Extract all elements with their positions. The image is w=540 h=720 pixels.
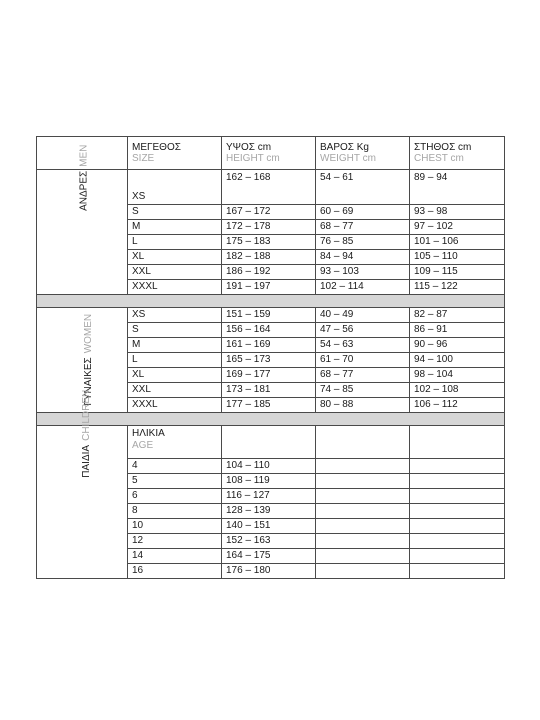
men-size-cell: XXXL: [128, 280, 222, 295]
age-header-row: [37, 426, 505, 459]
men-chest-cell: 101 – 106: [410, 235, 505, 250]
men-weight-cell: 54 – 61: [316, 170, 410, 205]
empty-cell: [410, 549, 505, 564]
chest-header-english: CHEST cm: [414, 153, 464, 164]
height-header-greek: ΥΨΟΣ cm: [226, 141, 272, 153]
men-label-greek: ΑΝΔΡΕΣ: [78, 170, 90, 211]
empty-cell: [222, 426, 316, 459]
women-height-cell: 161 – 169: [222, 338, 316, 353]
women-size-cell: M: [128, 338, 222, 353]
empty-cell: [316, 564, 410, 579]
separator-cell: [37, 295, 505, 308]
children-height-cell: 116 – 127: [222, 489, 316, 504]
children-age-cell: 6: [128, 489, 222, 504]
chest-header-greek: ΣΤΗΘΟΣ cm: [414, 141, 472, 153]
women-size-cell: XXXL: [128, 398, 222, 413]
women-height-cell: 169 – 177: [222, 368, 316, 383]
section-separator: [37, 413, 505, 426]
women-weight-cell: 68 – 77: [316, 368, 410, 383]
weight-header-greek: ΒΑΡΟΣ Kg: [320, 141, 369, 153]
empty-cell: [410, 474, 505, 489]
children-height-cell: 152 – 163: [222, 534, 316, 549]
size-header-greek: ΜΕΓΕΘΟΣ: [132, 141, 181, 153]
men-weight-cell: 68 – 77: [316, 220, 410, 235]
women-weight-cell: 54 – 63: [316, 338, 410, 353]
empty-cell: [316, 549, 410, 564]
empty-cell: [410, 489, 505, 504]
empty-cell: [316, 519, 410, 534]
women-height-cell: 177 – 185: [222, 398, 316, 413]
women-label-greek: ΓΥΝΑΙΚΕΣ: [83, 357, 95, 406]
size-header: [128, 137, 222, 170]
women-label-english: WOMEN: [83, 314, 95, 354]
empty-cell: [410, 459, 505, 474]
women-size-cell: S: [128, 323, 222, 338]
children-label-greek: ΠΑΙΔΙΑ: [81, 444, 93, 478]
men-chest-cell: 105 – 110: [410, 250, 505, 265]
women-height-cell: 156 – 164: [222, 323, 316, 338]
women-chest-cell: 94 – 100: [410, 353, 505, 368]
women-weight-cell: 61 – 70: [316, 353, 410, 368]
men-group-label-text: [78, 143, 90, 213]
men-label-english: MEN: [78, 144, 90, 167]
women-chest-cell: 98 – 104: [410, 368, 505, 383]
men-size-cell: M: [128, 220, 222, 235]
men-size-cell: S: [128, 205, 222, 220]
children-height-cell: 164 – 175: [222, 549, 316, 564]
empty-cell: [410, 534, 505, 549]
weight-header-english: WEIGHT cm: [320, 153, 376, 164]
women-height-cell: 173 – 181: [222, 383, 316, 398]
children-age-cell: 4: [128, 459, 222, 474]
section-separator: [37, 295, 505, 308]
empty-cell: [410, 504, 505, 519]
women-size-cell: L: [128, 353, 222, 368]
size-chart-table: [36, 136, 505, 579]
chest-header: [410, 137, 505, 170]
men-height-cell: 172 – 178: [222, 220, 316, 235]
table-row: [37, 170, 505, 205]
children-group-label: [37, 389, 128, 579]
children-group-label-text: [81, 388, 93, 480]
women-chest-cell: 106 – 112: [410, 398, 505, 413]
men-chest-cell: 97 – 102: [410, 220, 505, 235]
men-weight-cell: 84 – 94: [316, 250, 410, 265]
women-chest-cell: 86 – 91: [410, 323, 505, 338]
children-age-cell: 14: [128, 549, 222, 564]
men-group-label: [37, 144, 128, 295]
women-size-cell: XXL: [128, 383, 222, 398]
women-size-cell: XL: [128, 368, 222, 383]
empty-cell: [316, 534, 410, 549]
women-chest-cell: 90 – 96: [410, 338, 505, 353]
men-height-cell: 162 – 168: [222, 170, 316, 205]
height-header: [222, 137, 316, 170]
women-chest-cell: 102 – 108: [410, 383, 505, 398]
empty-cell: [316, 474, 410, 489]
empty-cell: [316, 459, 410, 474]
header-row: [37, 137, 505, 170]
children-height-cell: 140 – 151: [222, 519, 316, 534]
men-weight-cell: 60 – 69: [316, 205, 410, 220]
children-label-english: CHILDREN: [81, 389, 93, 441]
women-chest-cell: 82 – 87: [410, 308, 505, 323]
women-height-cell: 151 – 159: [222, 308, 316, 323]
empty-cell: [316, 489, 410, 504]
men-weight-cell: 102 – 114: [316, 280, 410, 295]
men-height-cell: 182 – 188: [222, 250, 316, 265]
men-size-cell: XS: [128, 170, 222, 205]
women-size-cell: XS: [128, 308, 222, 323]
men-height-cell: 186 – 192: [222, 265, 316, 280]
empty-cell: [410, 564, 505, 579]
separator-cell: [37, 413, 505, 426]
children-height-cell: 176 – 180: [222, 564, 316, 579]
weight-header: [316, 137, 410, 170]
men-weight-cell: 93 – 103: [316, 265, 410, 280]
men-height-cell: 175 – 183: [222, 235, 316, 250]
height-header-english: HEIGHT cm: [226, 153, 280, 164]
children-age-cell: 10: [128, 519, 222, 534]
men-chest-cell: 115 – 122: [410, 280, 505, 295]
women-weight-cell: 80 – 88: [316, 398, 410, 413]
children-height-cell: 128 – 139: [222, 504, 316, 519]
children-age-cell: 8: [128, 504, 222, 519]
women-weight-cell: 40 – 49: [316, 308, 410, 323]
children-age-cell: 5: [128, 474, 222, 489]
empty-cell: [410, 519, 505, 534]
men-size-cell: XXL: [128, 265, 222, 280]
children-age-cell: 12: [128, 534, 222, 549]
men-height-cell: 191 – 197: [222, 280, 316, 295]
children-age-cell: 16: [128, 564, 222, 579]
age-header-greek: ΗΛΙΚΙΑ: [132, 428, 165, 439]
men-size-cell: XL: [128, 250, 222, 265]
age-header: [128, 426, 222, 459]
women-weight-cell: 74 – 85: [316, 383, 410, 398]
empty-cell: [316, 504, 410, 519]
women-weight-cell: 47 – 56: [316, 323, 410, 338]
men-weight-cell: 76 – 85: [316, 235, 410, 250]
men-chest-cell: 89 – 94: [410, 170, 505, 205]
men-height-cell: 167 – 172: [222, 205, 316, 220]
men-chest-cell: 109 – 115: [410, 265, 505, 280]
women-height-cell: 165 – 173: [222, 353, 316, 368]
men-size-cell: L: [128, 235, 222, 250]
age-header-english: AGE: [132, 439, 154, 451]
men-chest-cell: 93 – 98: [410, 205, 505, 220]
empty-cell: [316, 426, 410, 459]
table-row: [37, 308, 505, 323]
empty-cell: [410, 426, 505, 459]
size-header-english: SIZE: [132, 153, 155, 164]
children-height-cell: 108 – 119: [222, 474, 316, 489]
children-height-cell: 104 – 110: [222, 459, 316, 474]
